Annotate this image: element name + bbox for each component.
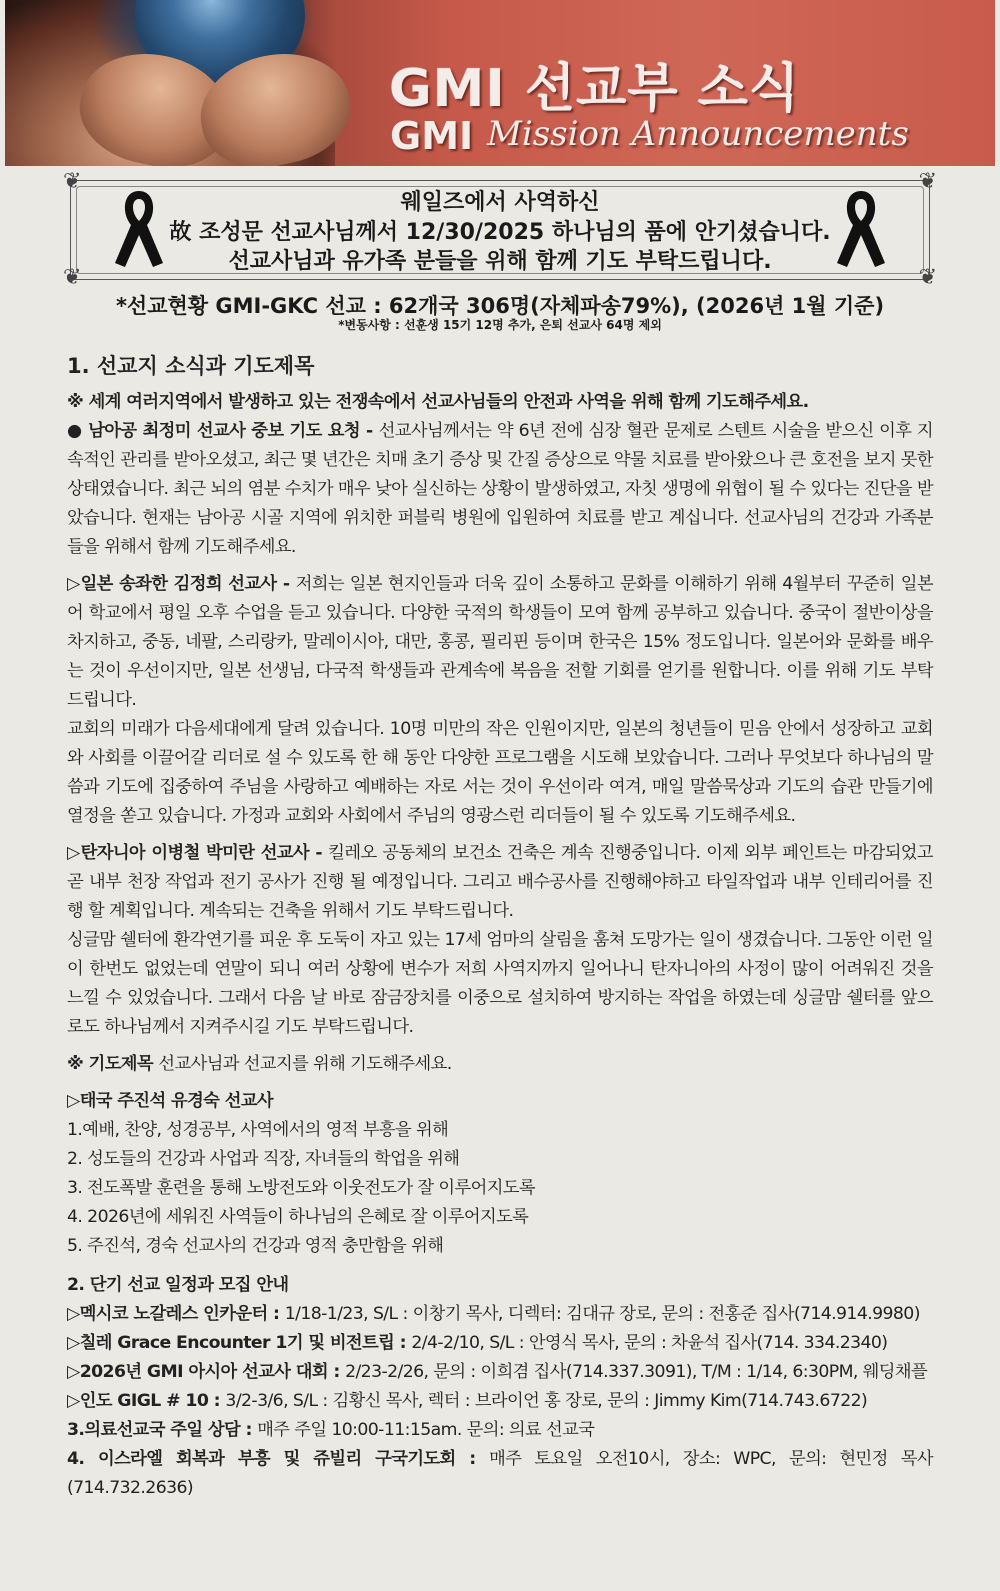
- trip-asia-conference-details: 2/23-2/26, 문의 : 이희겸 집사(714.337.3091), T/M : 1/14, 6:30PM, 웨딩채플: [345, 1362, 928, 1382]
- japan-body-1: 저희는 일본 현지인들과 더욱 깊이 소통하고 문화를 이해하기 위해 4월부터 꾸준히 일본어 학교에서 평일 오후 수업을 듣고 있습니다. 다양한 국적의 학생들이 모여 함께 공부하고 있습니다. 중국이 절반이상을 차지하고, 중동, 네팔, 스리랑카, 말레이시아, 대만, 홍콩, 필리핀 등이며 한국은 15% 정도입니다. 일본어와 문화를 배우는 것이 우선이지만, 일본 선생님, 다국적 학생들과 관계속에 복음을 전할 기회를 얻기를 원합니다. 이를 위해 기도 부탁 드립니다.: [67, 574, 933, 710]
- south-africa-body: 선교사님께서는 약 6년 전에 심장 혈관 문제로 스텐트 시술을 받으신 이후 지속적인 관리를 받아오셨고, 최근 몇 년간은 치매 초기 증상 및 간질 증상으로 약물 치료를 받아왔으나 큰 호전을 보지 못한 상태였습니다. 최근 뇌의 염분 수치가 매우 낮아 실신하는 상황이 발생하였고, 자칫 생명에 위협이 될 수 있다는 진단을 받았습니다. 현재는 남아공 시골 지역에 위치한 퍼블릭 병원에 입원하여 치료를 받고 계십니다. 선교사님의 건강과 가족분들을 위해서 함께 기도해주세요.: [67, 421, 933, 557]
- japan-heading: ▷일본 송좌한 김정희 선교사 -: [67, 574, 296, 594]
- south-africa-heading: ● 남아공 최정미 선교사 중보 기도 요청 -: [67, 421, 379, 441]
- header-title-gmi: GMI: [390, 114, 474, 158]
- memorial-line-3: 선교사님과 유가족 분들을 위해 함께 기도 부탁드립니다.: [228, 249, 772, 274]
- trip-item: [67, 1329, 933, 1358]
- tanzania-report: [67, 839, 933, 926]
- ornament-top-left-icon: ❦: [63, 169, 82, 194]
- thailand-prayer-list: [67, 1116, 933, 1261]
- mission-status-changes: *변동사항 : 선훈생 15기 12명 추가, 은퇴 선교사 64명 제외: [338, 318, 662, 332]
- israel-prayer-details: 매주 토요일 오전10시, 장소: WPC, 문의: 현민정 목사 (714.732.2636): [67, 1449, 933, 1498]
- section1-title: 1. 선교지 소식과 기도제목: [67, 354, 315, 378]
- medical-consultation-heading: 3.의료선교국 주일 상담 :: [67, 1420, 258, 1440]
- trip-chile-heading: ▷칠레 Grace Encounter 1기 및 비전트립 :: [67, 1333, 412, 1353]
- memorial-notice-box: [63, 169, 937, 290]
- list-item: 1.예배, 찬양, 성경공부, 사역에서의 영적 부흥을 위해: [67, 1120, 449, 1140]
- tanzania-heading: ▷탄자니아 이병철 박미란 선교사 -: [67, 843, 329, 863]
- medical-consultation: [67, 1416, 933, 1445]
- ornament-bottom-right-icon: ❦: [918, 265, 937, 290]
- prayer-topics-heading: ※ 기도제목: [67, 1054, 159, 1074]
- israel-prayer-heading: 4. 이스라엘 회복과 부흥 및 쥬빌리 구국기도회 :: [67, 1449, 490, 1469]
- trip-item: [67, 1387, 933, 1416]
- tanzania-body-1: 킬레오 공동체의 보건소 건축은 계속 진행중입니다. 이제 외부 페인트는 마감되었고 곧 내부 천장 작업과 전기 공사가 진행 될 예정입니다. 그리고 배수공사를 진행해야하고 타일작업과 내부 인테리어를 진행 할 계획입니다. 계속되는 건축을 위해서 기도 부탁드립니다.: [67, 843, 933, 921]
- south-africa-report: [67, 417, 933, 562]
- header-banner: [5, 0, 995, 166]
- ornament-top-right-icon: ❦: [918, 169, 937, 194]
- trip-mexico-details: 1/18-1/23, S/L : 이창기 목사, 디렉터: 김대규 장로, 문의 : 전홍준 집사(714.914.9980): [284, 1304, 920, 1324]
- japan-report: [67, 570, 933, 715]
- medical-consultation-details: 매주 주일 10:00-11:15am. 문의: 의료 선교국: [257, 1420, 595, 1440]
- tanzania-body-2: 싱글맘 쉘터에 환각연기를 피운 후 도둑이 자고 있는 17세 엄마의 살림을 훔쳐 도망가는 일이 생겼습니다. 그동안 이런 일이 한번도 없었는데 연말이 되니 여러 상황에 변수가 저희 사역지까지 일어나니 탄자니아의 사정이 많이 어려워진 것을 느낄 수 있었습니다. 그래서 다음 날 바로 잠금장치를 이중으로 설치하여 방지하는 작업을 하였는데 싱글맘 쉘터를 앞으로도 하나님께서 지켜주시길 기도 부탁드립니다.: [67, 930, 933, 1037]
- list-item: 5. 주진석, 경숙 선교사의 건강과 영적 충만함을 위해: [67, 1236, 444, 1256]
- trip-chile-details: 2/4-2/10, S/L : 안영식 목사, 문의 : 차윤석 집사(714. 334.2340): [411, 1333, 888, 1353]
- thailand-heading: ▷태국 주진석 유경숙 선교사: [67, 1091, 273, 1111]
- war-prayer-request: ※ 세계 여러지역에서 발생하고 있는 전쟁속에서 선교사님들의 안전과 사역을 위해 함께 기도해주세요.: [67, 392, 809, 412]
- trip-item: [67, 1300, 933, 1329]
- memorial-line-2: 故 조성문 선교사님께서 12/30/2025 하나님의 품에 안기셨습니다.: [169, 220, 831, 245]
- trip-item: [67, 1358, 933, 1387]
- israel-prayer-meeting: [67, 1445, 933, 1503]
- trip-mexico-heading: ▷멕시코 노갈레스 인카운터 :: [67, 1304, 285, 1324]
- prayer-topics-body: 선교사님과 선교지를 위해 기도해주세요.: [158, 1054, 452, 1074]
- mission-status: *선교현황 GMI-GKC 선교 : 62개국 306명(자체파송79%), (2026년 1월 기준): [115, 294, 885, 318]
- hands-globe-photo: [5, 0, 335, 166]
- trip-india-heading: ▷인도 GIGL # 10 :: [67, 1391, 226, 1411]
- main-content: [67, 350, 933, 1503]
- header-title-english: Mission Announcements: [487, 114, 909, 154]
- list-item: 3. 전도폭발 훈련을 통해 노방전도와 이웃전도가 잘 이루어지도록: [67, 1178, 535, 1198]
- trip-asia-conference-heading: ▷2026년 GMI 아시아 선교사 대회 :: [67, 1362, 346, 1382]
- header-title-korean: GMI 선교부 소식: [389, 59, 801, 119]
- trip-india-details: 3/2-3/6, S/L : 김황신 목사, 렉터 : 브라이언 홍 장로, 문의 : Jimmy Kim(714.743.6722): [225, 1391, 868, 1411]
- list-item: 2. 성도들의 건강과 사업과 직장, 자녀들의 학업을 위해: [67, 1149, 460, 1169]
- list-item: 4. 2026년에 세워진 사역들이 하나님의 은혜로 잘 이루어지도록: [67, 1207, 529, 1227]
- prayer-topics: [67, 1050, 933, 1079]
- japan-body-2: 교회의 미래가 다음세대에게 달려 있습니다. 10명 미만의 작은 인원이지만, 일본의 청년들이 믿음 안에서 성장하고 교회와 사회를 이끌어갈 리더로 설 수 있도록 한 해 동안 다양한 프로그램을 시도해 보았습니다. 그러나 무엇보다 하나님의 말씀과 기도에 집중하여 주님을 사랑하고 예배하는 자로 서는 것이 우선이라 여겨, 매일 말씀묵상과 기도의 습관 만들기에 열정을 쏟고 있습니다. 가정과 교회와 사회에서 주님의 영광스런 리더들이 될 수 있도록 기도해주세요.: [67, 719, 933, 826]
- memorial-line-1: 웨일즈에서 사역하신: [400, 190, 600, 215]
- section2-title: 2. 단기 선교 일정과 모집 안내: [67, 1275, 289, 1295]
- ornament-bottom-left-icon: ❦: [63, 265, 82, 290]
